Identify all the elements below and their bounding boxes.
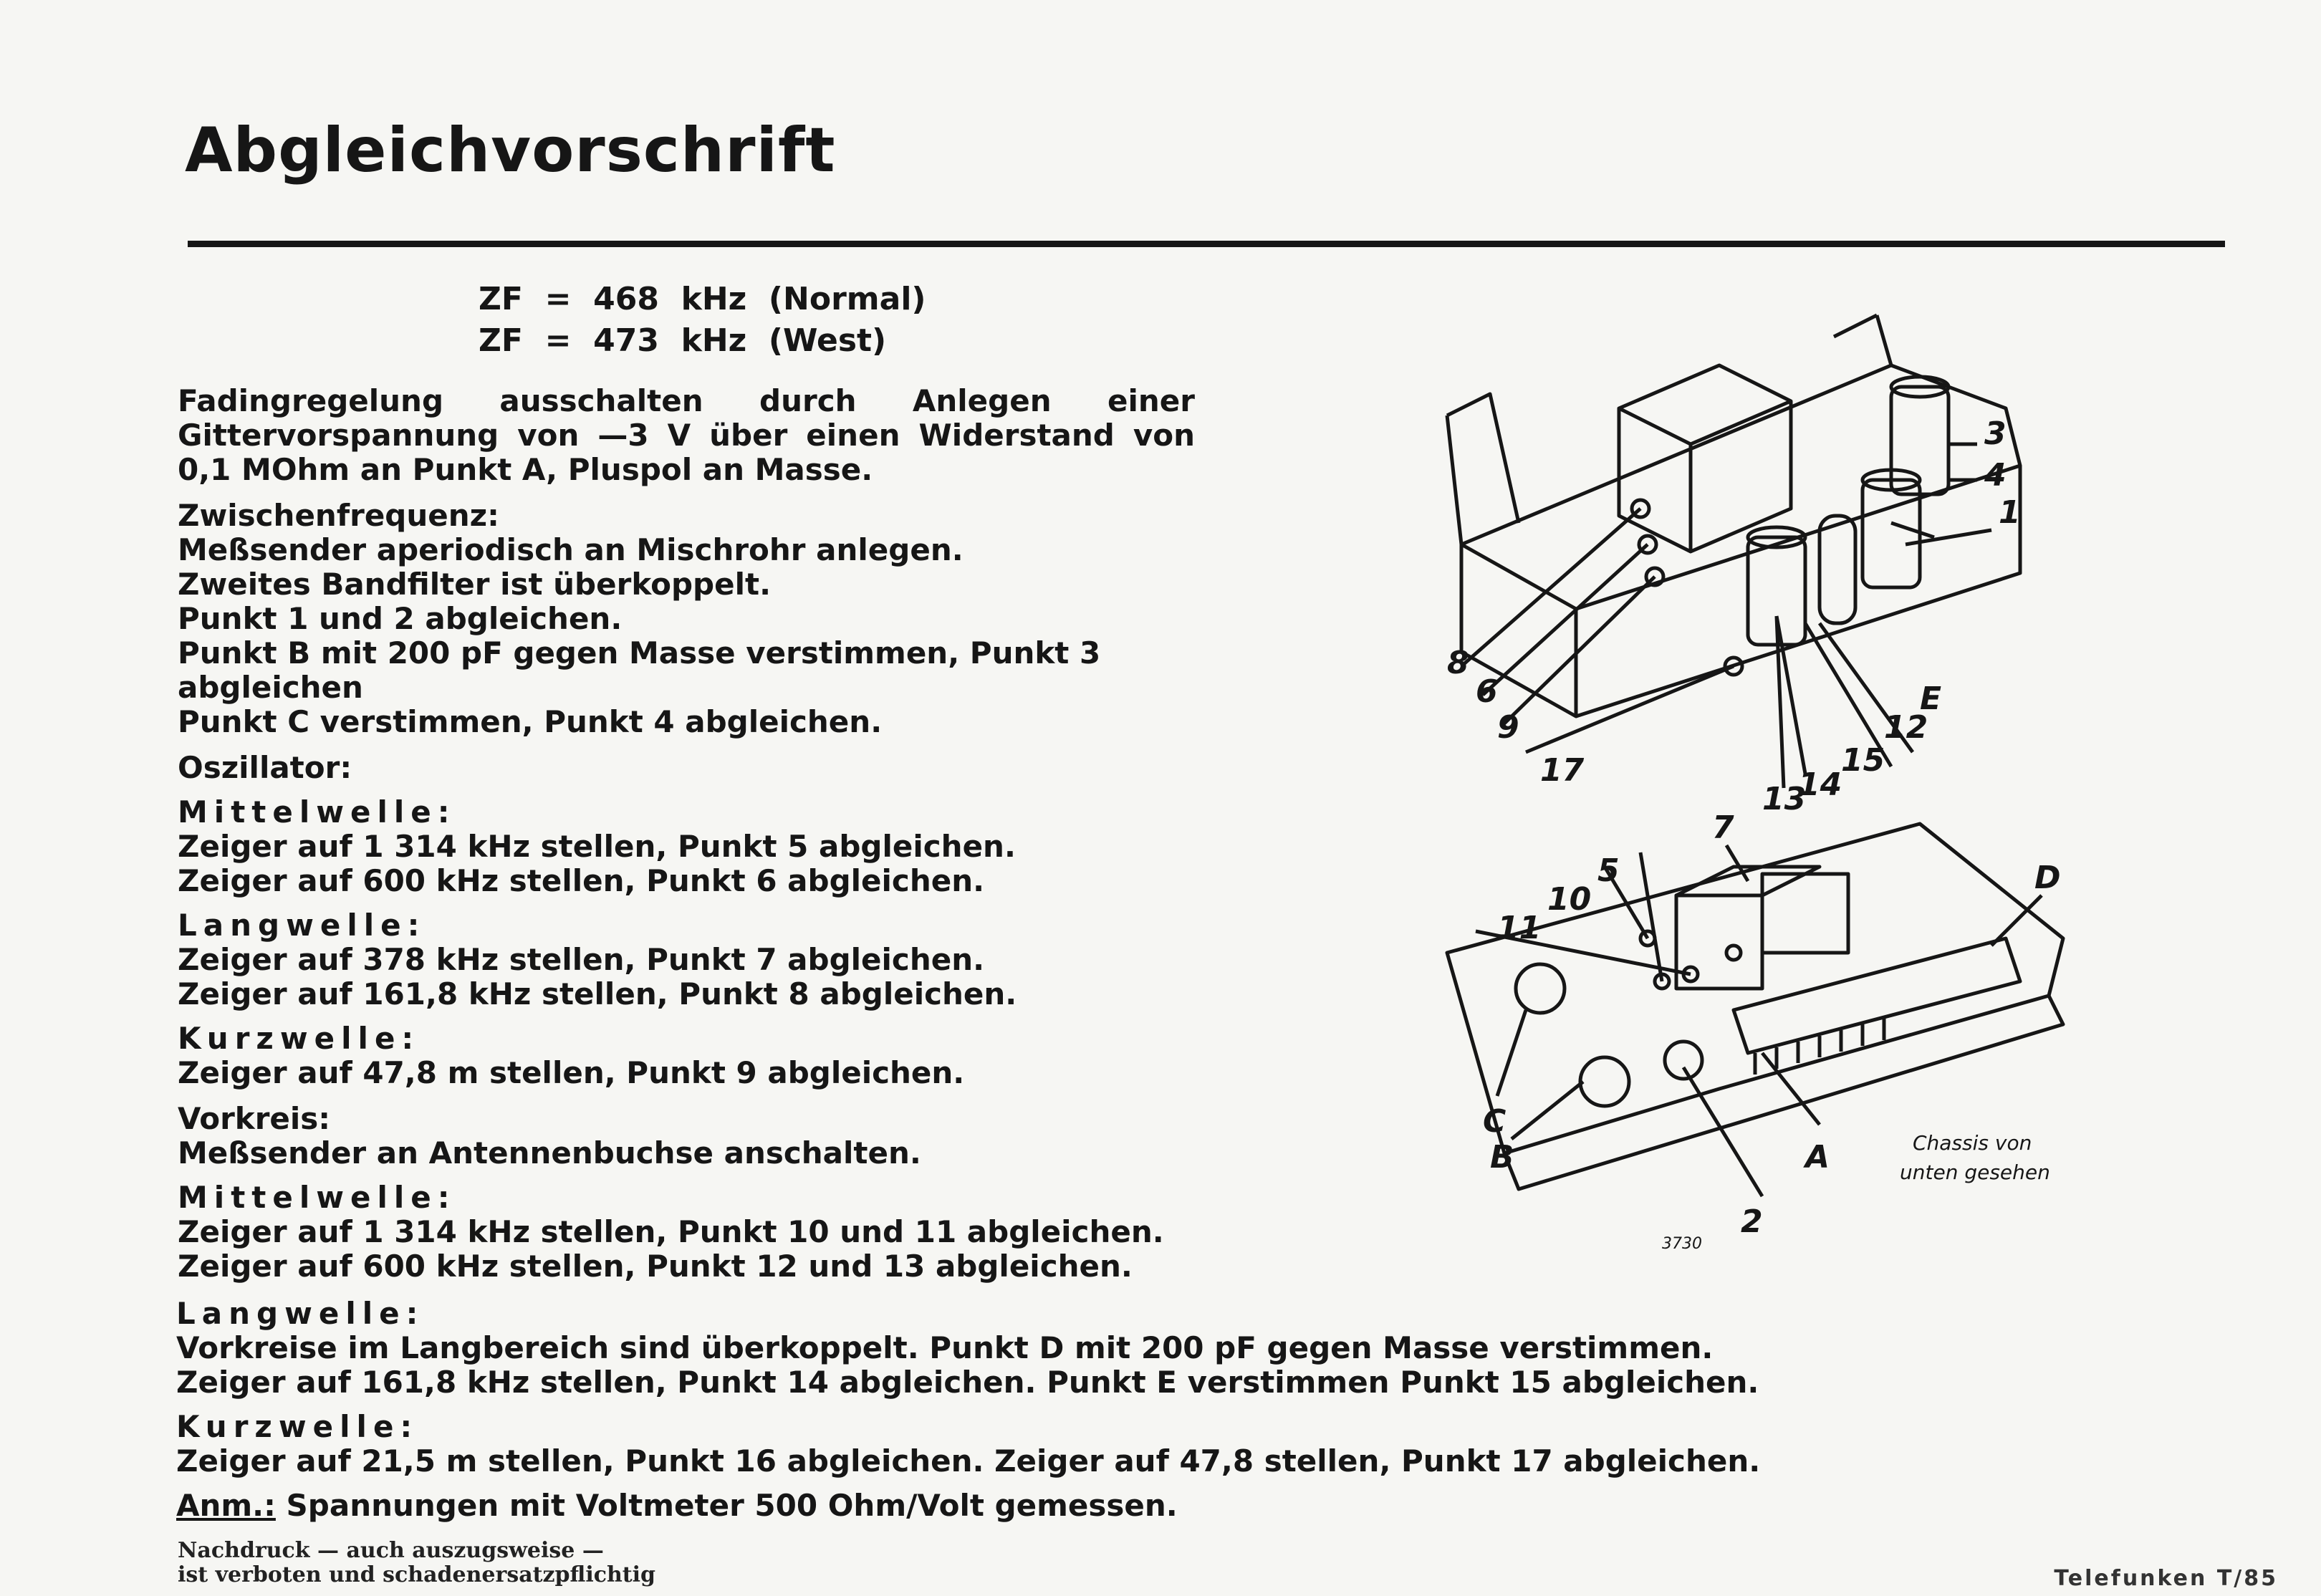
osz-lw-line: Zeiger auf 161,8 kHz stellen, Punkt 8 abgleichen. <box>178 976 1017 1011</box>
instructions-column <box>178 384 1224 1284</box>
zf-line: Zweites Bandfilter ist überkoppelt. <box>178 567 772 602</box>
vk-lw-line: Zeiger auf 161,8 kHz stellen, Punkt 14 abgleichen. Punkt E verstimmen Punkt 15 abgleichen. <box>176 1365 1759 1400</box>
diagram-number: 3730 <box>1662 1235 1702 1253</box>
zf-line: Punkt B mit 200 pF gegen Masse verstimmen, Punkt 3 abgleichen <box>178 635 1101 705</box>
oszillator-heading: Oszillator: <box>178 750 352 785</box>
footer-line: Nachdruck — auch auszugsweise — <box>178 1538 604 1563</box>
page-title: Abgleichvorschrift <box>185 115 836 186</box>
vk-mw-line: Zeiger auf 1 314 kHz stellen, Punkt 10 und 11 abgleichen. <box>178 1214 1164 1249</box>
vk-mw-line: Zeiger auf 600 kHz stellen, Punkt 12 und 13 abgleichen. <box>178 1249 1133 1284</box>
vorkreis-heading: Vorkreis: <box>178 1101 331 1136</box>
osz-mw-label: Mittelwelle: <box>178 794 456 830</box>
vk-lw-label: Langwelle: <box>176 1296 425 1331</box>
point-label: 15 <box>1841 742 1885 779</box>
note-text: Spannungen mit Voltmeter 500 Ohm/Volt gemessen. <box>286 1488 1178 1523</box>
diagram-caption: Chassis von <box>1913 1131 2032 1155</box>
point-label: C <box>1483 1103 1507 1140</box>
point-label: 17 <box>1540 752 1585 789</box>
upper-chassis-outline <box>1461 365 2020 609</box>
vk-kw-label: Kurzwelle: <box>176 1409 419 1444</box>
note-line <box>176 1489 1760 1523</box>
zf-west: ZF = 473 kHz (West) <box>479 322 887 359</box>
point-label: B <box>1490 1139 1514 1176</box>
point-label: 10 <box>1547 881 1592 918</box>
point-label: 13 <box>1762 781 1807 817</box>
title-rule <box>188 241 2225 247</box>
upper-transformer <box>1619 365 1791 552</box>
zf-line: Meßsender aperiodisch an Mischrohr anlegen. <box>178 532 964 567</box>
zf-heading: Zwischenfrequenz: <box>178 498 499 533</box>
point-label: 4 <box>1984 457 2007 494</box>
vk-mw-label: Mittelwelle: <box>178 1180 456 1215</box>
point-label: E <box>1920 681 1942 717</box>
osz-kw-label: Kurzwelle: <box>178 1021 421 1056</box>
point-label: 7 <box>1712 809 1734 846</box>
point-label: 11 <box>1497 910 1542 946</box>
point-label: 14 <box>1798 766 1842 803</box>
point-label: D <box>2034 860 2061 896</box>
osz-mw-line: Zeiger auf 1 314 kHz stellen, Punkt 5 abgleichen. <box>178 829 1016 864</box>
diagram-caption: unten gesehen <box>1900 1160 2050 1184</box>
corner-label: Telefunken T/85 <box>2054 1566 2278 1591</box>
vk-lw-block <box>176 1287 1760 1523</box>
point-label: 9 <box>1497 709 1519 746</box>
osz-kw-line: Zeiger auf 47,8 m stellen, Punkt 9 abgleichen. <box>178 1055 965 1090</box>
point-label: 6 <box>1476 673 1498 710</box>
point-label: 8 <box>1447 645 1469 681</box>
osz-mw-line: Zeiger auf 600 kHz stellen, Punkt 6 abgleichen. <box>178 863 985 898</box>
point-label: 1 <box>1999 494 2021 531</box>
osz-lw-label: Langwelle: <box>178 908 426 943</box>
point-label: 3 <box>1984 415 2007 452</box>
note-label: Anm.: <box>176 1488 276 1523</box>
intro-paragraph: Fadingregelung ausschalten durch Anlegen einer Gittervorspannung von —3 V über einen Widerstand von 0,1 MOhm an Punkt A, Pluspol an Masse. <box>178 383 1195 487</box>
footer-line: ist verboten und schadenersatzpflichtig <box>178 1562 656 1587</box>
vk-kw-line: Zeiger auf 21,5 m stellen, Punkt 16 abgleichen. Zeiger auf 47,8 stellen, Punkt 17 abgleichen. <box>176 1443 1761 1479</box>
zf-line: Punkt 1 und 2 abgleichen. <box>178 601 623 636</box>
osz-lw-line: Zeiger auf 378 kHz stellen, Punkt 7 abgleichen. <box>178 942 985 977</box>
zf-line: Punkt C verstimmen, Punkt 4 abgleichen. <box>178 704 883 739</box>
tube <box>1820 516 1855 623</box>
zf-normal: ZF = 468 kHz (Normal) <box>479 281 926 317</box>
point-label: 12 <box>1884 709 1928 746</box>
vorkreis-intro: Meßsender an Antennenbuchse anschalten. <box>178 1135 921 1170</box>
vk-lw-line: Vorkreise im Langbereich sind überkoppelt. Punkt D mit 200 pF gegen Masse verstimmen. <box>176 1330 1714 1365</box>
chassis-diagram <box>1418 308 2092 1268</box>
point-label: 5 <box>1597 852 1620 889</box>
switch-bank <box>1734 938 2020 1053</box>
point-label: 2 <box>1741 1203 1763 1240</box>
point-label: A <box>1805 1139 1830 1176</box>
copyright-footer <box>178 1539 655 1587</box>
